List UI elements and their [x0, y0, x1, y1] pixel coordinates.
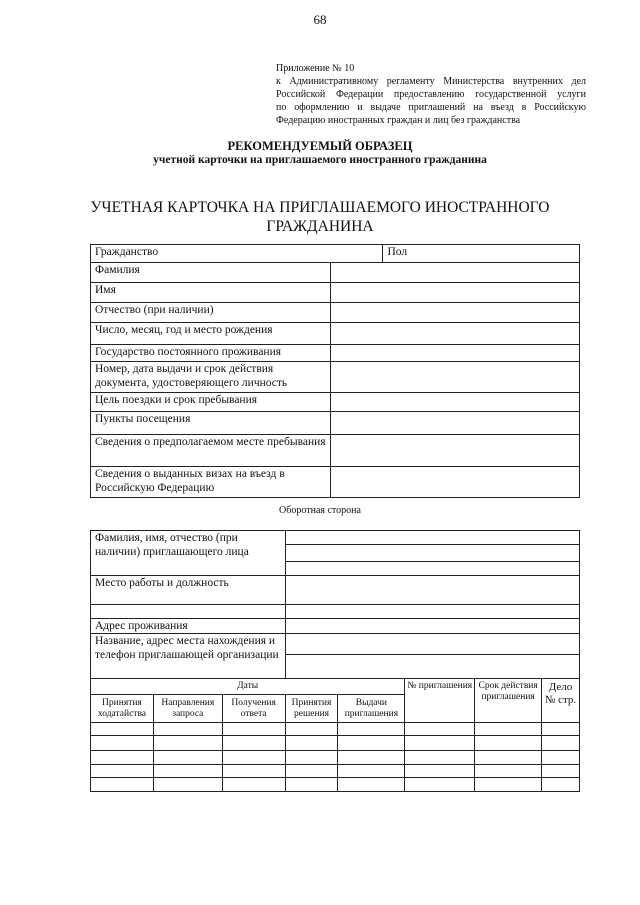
- id-document-value[interactable]: [330, 362, 579, 393]
- table-cell[interactable]: [222, 751, 285, 765]
- residence-state-value[interactable]: [330, 345, 579, 362]
- annex-line: Федерацию иностранных граждан и лиц без гражданства: [276, 115, 521, 126]
- id-document-label: Номер, дата выдачи и срок действия документа, удостоверяющего личность: [91, 362, 331, 393]
- table-cell[interactable]: [91, 736, 154, 751]
- visas-value[interactable]: [330, 467, 579, 498]
- table-cell[interactable]: [153, 736, 222, 751]
- table-row: [91, 765, 580, 778]
- table-cell[interactable]: [475, 736, 542, 751]
- annex-header: [276, 62, 586, 127]
- table-cell[interactable]: [153, 765, 222, 778]
- visit-points-value[interactable]: [330, 412, 579, 435]
- patronymic-value[interactable]: [330, 303, 579, 323]
- table-cell[interactable]: [285, 751, 338, 765]
- table-cell[interactable]: [91, 778, 154, 792]
- table-cell[interactable]: [153, 778, 222, 792]
- surname-label: Фамилия: [91, 263, 331, 283]
- table-cell[interactable]: [338, 751, 405, 765]
- trip-purpose-label: Цель поездки и срок пребывания: [91, 393, 331, 412]
- annex-number: Приложение № 10: [276, 63, 355, 74]
- inviter-name-line[interactable]: [285, 545, 579, 562]
- table-cell[interactable]: [91, 765, 154, 778]
- table-cell[interactable]: [405, 751, 475, 765]
- date-response-header: Получения ответа: [222, 695, 285, 723]
- table-cell[interactable]: [475, 778, 542, 792]
- surname-value[interactable]: [330, 263, 579, 283]
- annex-line: по оформлению и выдаче приглашений на въезд в Российскую: [276, 102, 586, 113]
- table-cell[interactable]: [338, 723, 405, 736]
- table-cell[interactable]: [542, 736, 580, 751]
- front-side-table: [90, 244, 580, 498]
- stay-place-label: Сведения о предполагаемом месте пребывания: [91, 435, 331, 467]
- table-row: [91, 751, 580, 765]
- reverse-side-table: [90, 530, 580, 792]
- address-value[interactable]: [285, 619, 579, 634]
- table-cell[interactable]: [542, 723, 580, 736]
- table-cell[interactable]: [153, 723, 222, 736]
- table-row: [91, 723, 580, 736]
- card-title: [0, 198, 640, 236]
- visit-points-label: Пункты посещения: [91, 412, 331, 435]
- card-title-line: ГРАЖДАНИНА: [266, 218, 374, 235]
- inviter-name-line[interactable]: [285, 531, 579, 545]
- table-row: [91, 736, 580, 751]
- table-cell[interactable]: [405, 765, 475, 778]
- table-cell[interactable]: [542, 778, 580, 792]
- name-label: Имя: [91, 283, 331, 303]
- invitation-number-header: № приглашения: [405, 679, 475, 723]
- date-issue-header: Выдачи приглашения: [338, 695, 405, 723]
- table-row: [91, 778, 580, 792]
- work-value[interactable]: [285, 576, 579, 605]
- table-cell[interactable]: [91, 723, 154, 736]
- visas-label: Сведения о выданных визах на въезд в Российскую Федерацию: [91, 467, 331, 498]
- organization-label: Название, адрес места нахождения и телефон приглашающей организации: [91, 634, 286, 679]
- work-value-2[interactable]: [285, 605, 579, 619]
- inviter-name-label: Фамилия, имя, отчество (при наличии) приглашающего лица: [91, 531, 286, 576]
- table-cell[interactable]: [475, 765, 542, 778]
- table-cell[interactable]: [405, 723, 475, 736]
- inviter-name-line[interactable]: [285, 562, 579, 576]
- work-label: Место работы и должность: [91, 576, 286, 605]
- trip-purpose-value[interactable]: [330, 393, 579, 412]
- table-cell[interactable]: [338, 765, 405, 778]
- table-cell[interactable]: [405, 778, 475, 792]
- validity-header: Срок действия приглашения: [475, 679, 542, 723]
- card-title-line: УЧЕТНАЯ КАРТОЧКА НА ПРИГЛАШАЕМОГО ИНОСТРАННОГО: [90, 199, 550, 216]
- date-decision-header: Принятия решения: [285, 695, 338, 723]
- organization-value-2[interactable]: [285, 655, 579, 679]
- table-cell[interactable]: [153, 751, 222, 765]
- birth-value[interactable]: [330, 323, 579, 345]
- table-cell[interactable]: [222, 778, 285, 792]
- birth-label: Число, месяц, год и место рождения: [91, 323, 331, 345]
- work-label-cont: [91, 605, 286, 619]
- citizenship-label: Гражданство: [91, 245, 383, 263]
- dates-header: Даты: [91, 679, 405, 695]
- table-cell[interactable]: [285, 723, 338, 736]
- annex-line: Российской Федерации предоставлению государственной услуги: [276, 89, 586, 100]
- date-request-header: Направления запроса: [153, 695, 222, 723]
- table-cell[interactable]: [285, 778, 338, 792]
- stay-place-value[interactable]: [330, 435, 579, 467]
- table-cell[interactable]: [222, 736, 285, 751]
- name-value[interactable]: [330, 283, 579, 303]
- annex-line: к Административному регламенту Министерства внутренних дел: [276, 76, 586, 87]
- reverse-side-label: Оборотная сторона: [279, 505, 361, 516]
- sample-subheading: учетной карточки на приглашаемого иностранного гражданина: [153, 154, 487, 166]
- table-cell[interactable]: [542, 751, 580, 765]
- date-application-header: Принятия ходатайства: [91, 695, 154, 723]
- organization-value[interactable]: [285, 634, 579, 655]
- table-cell[interactable]: [338, 736, 405, 751]
- table-cell[interactable]: [542, 765, 580, 778]
- sample-heading: РЕКОМЕНДУЕМЫЙ ОБРАЗЕЦ: [227, 139, 413, 153]
- address-label: Адрес проживания: [91, 619, 286, 634]
- table-cell[interactable]: [91, 751, 154, 765]
- sex-label: Пол: [383, 245, 580, 263]
- page-number: 68: [313, 12, 327, 27]
- table-cell[interactable]: [222, 723, 285, 736]
- table-cell[interactable]: [475, 751, 542, 765]
- table-cell[interactable]: [475, 723, 542, 736]
- table-cell[interactable]: [338, 778, 405, 792]
- table-cell[interactable]: [405, 736, 475, 751]
- file-page-header: Дело № стр.: [542, 679, 580, 723]
- table-cell[interactable]: [285, 765, 338, 778]
- table-cell[interactable]: [285, 736, 338, 751]
- residence-state-label: Государство постоянного проживания: [91, 345, 331, 362]
- table-cell[interactable]: [222, 765, 285, 778]
- patronymic-label: Отчество (при наличии): [91, 303, 331, 323]
